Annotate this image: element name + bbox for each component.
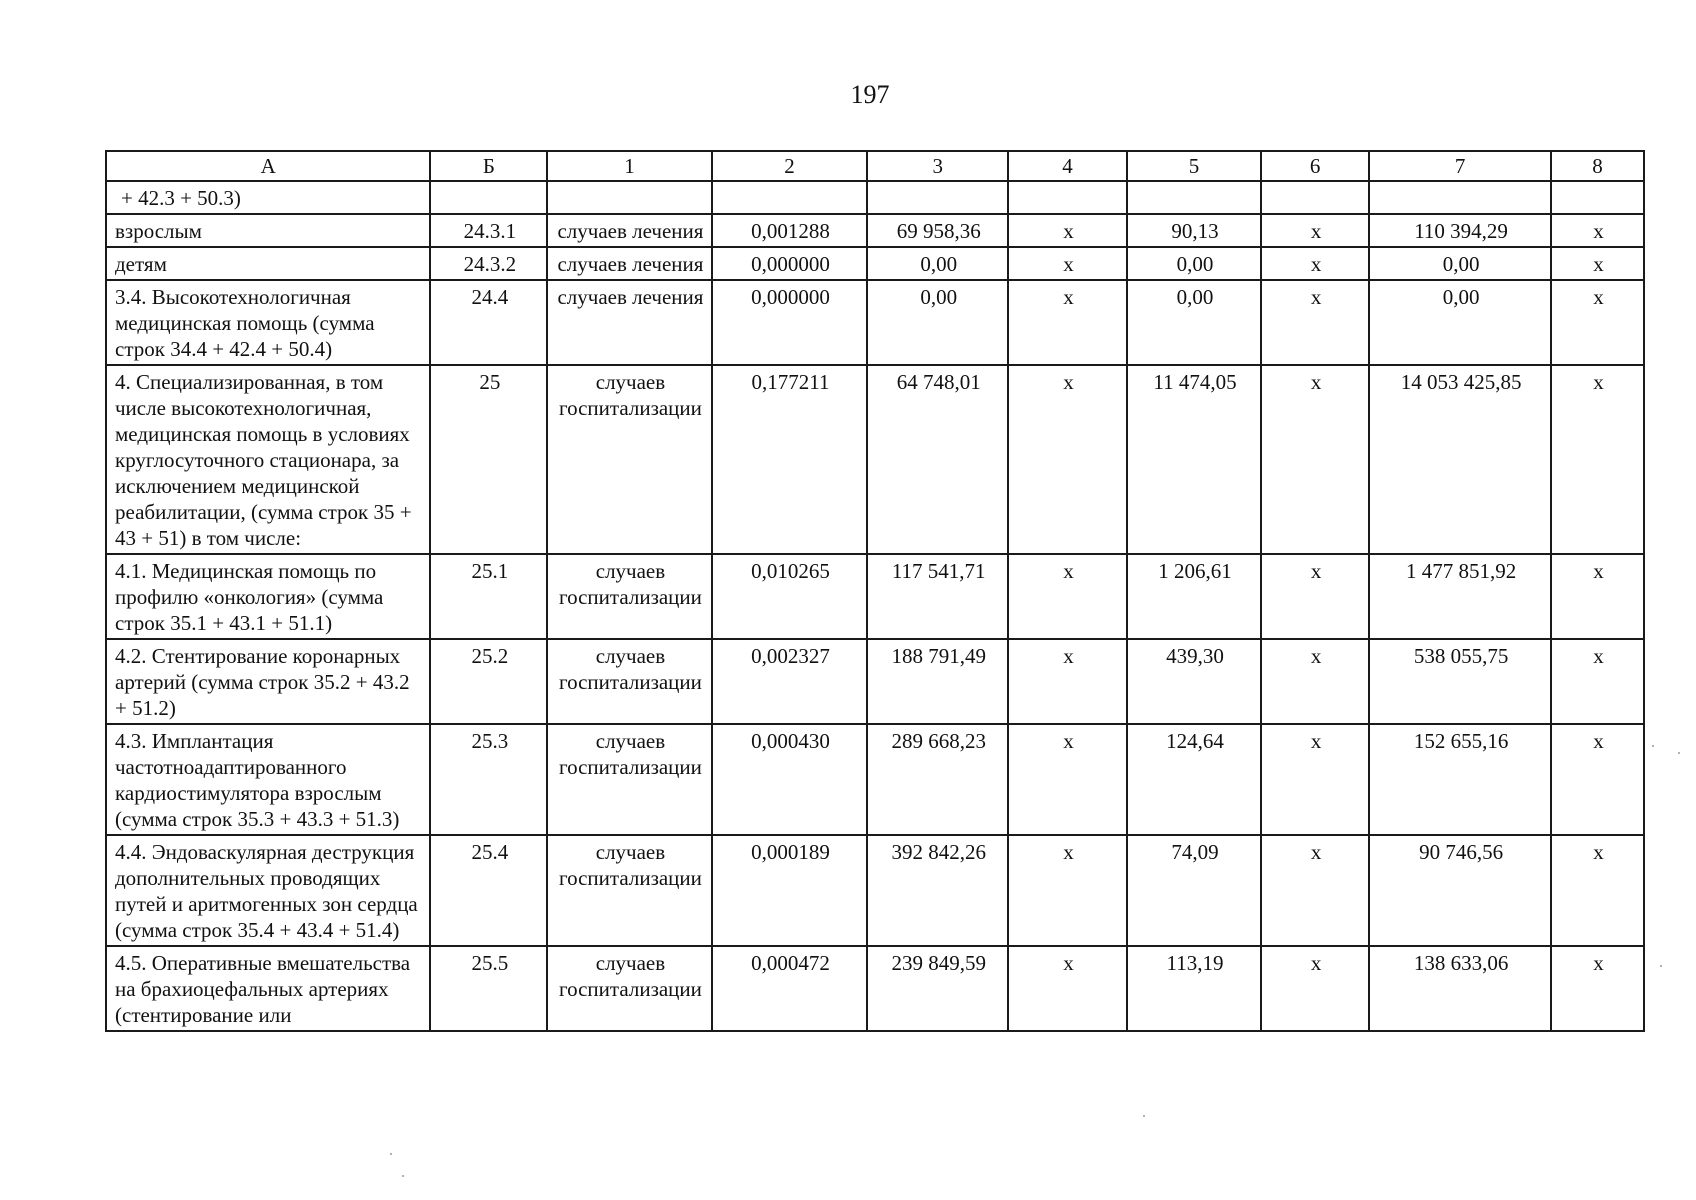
- col7-cell: 14 053 425,85: [1369, 365, 1551, 554]
- col3-cell: 69 958,36: [867, 214, 1008, 247]
- scan-speck: [1652, 745, 1654, 747]
- col7-cell: 0,00: [1369, 280, 1551, 365]
- col4-cell: х: [1008, 835, 1127, 946]
- col4-cell: х: [1008, 365, 1127, 554]
- col3-cell: 188 791,49: [867, 639, 1008, 724]
- row-code: 25.1: [430, 554, 547, 639]
- col6-cell: х: [1261, 554, 1369, 639]
- col8-cell: х: [1551, 835, 1644, 946]
- unit-cell: случаев госпитализации: [547, 946, 711, 1031]
- col2-cell: 0,002327: [712, 639, 868, 724]
- row-code: 25.4: [430, 835, 547, 946]
- table-row: [106, 639, 1644, 724]
- col5-cell: 0,00: [1127, 247, 1261, 280]
- col6-cell: х: [1261, 724, 1369, 835]
- row-code: 25.3: [430, 724, 547, 835]
- col2-cell: 0,010265: [712, 554, 868, 639]
- col8-cell: [1551, 181, 1644, 214]
- col4-cell: х: [1008, 280, 1127, 365]
- col3-cell: 239 849,59: [867, 946, 1008, 1031]
- data-table: [105, 150, 1645, 1032]
- col8-cell: х: [1551, 365, 1644, 554]
- row-label: 4.2. Стентирование коронарных артерий (сумма строк 35.2 + 43.2 + 51.2): [106, 639, 430, 724]
- col6-cell: х: [1261, 365, 1369, 554]
- header-cell-8: 8: [1551, 151, 1644, 181]
- col6-cell: х: [1261, 946, 1369, 1031]
- row-label: 4.1. Медицинская помощь по профилю «онкология» (сумма строк 35.1 + 43.1 + 51.1): [106, 554, 430, 639]
- header-cell-7: 7: [1369, 151, 1551, 181]
- table-row: [106, 724, 1644, 835]
- table-row: [106, 280, 1644, 365]
- row-code: 24.4: [430, 280, 547, 365]
- row-code: [430, 181, 547, 214]
- unit-cell: случаев госпитализации: [547, 639, 711, 724]
- col7-cell: 138 633,06: [1369, 946, 1551, 1031]
- unit-cell: случаев лечения: [547, 247, 711, 280]
- col4-cell: х: [1008, 247, 1127, 280]
- col8-cell: х: [1551, 214, 1644, 247]
- col3-cell: 64 748,01: [867, 365, 1008, 554]
- scan-speck: [402, 1175, 404, 1177]
- header-row: [106, 151, 1644, 181]
- row-label: 4.5. Оперативные вмешательства на брахиоцефальных артериях (стентирование или: [106, 946, 430, 1031]
- table-row: [106, 554, 1644, 639]
- unit-cell: случаев госпитализации: [547, 554, 711, 639]
- col6-cell: х: [1261, 835, 1369, 946]
- col7-cell: 0,00: [1369, 247, 1551, 280]
- col7-cell: 1 477 851,92: [1369, 554, 1551, 639]
- scan-speck: [1660, 965, 1662, 967]
- col2-cell: 0,000000: [712, 247, 868, 280]
- col4-cell: х: [1008, 214, 1127, 247]
- col4-cell: х: [1008, 946, 1127, 1031]
- col3-cell: [867, 181, 1008, 214]
- header-cell-a: А: [106, 151, 430, 181]
- col7-cell: 538 055,75: [1369, 639, 1551, 724]
- col3-cell: 0,00: [867, 280, 1008, 365]
- col5-cell: 0,00: [1127, 280, 1261, 365]
- row-label: детям: [106, 247, 430, 280]
- header-cell-1: 1: [547, 151, 711, 181]
- unit-cell: случаев госпитализации: [547, 835, 711, 946]
- header-cell-b: Б: [430, 151, 547, 181]
- col4-cell: [1008, 181, 1127, 214]
- unit-cell: случаев лечения: [547, 280, 711, 365]
- col2-cell: 0,000472: [712, 946, 868, 1031]
- scan-speck: [1143, 1115, 1145, 1117]
- col2-cell: 0,000430: [712, 724, 868, 835]
- col5-cell: 439,30: [1127, 639, 1261, 724]
- col8-cell: х: [1551, 554, 1644, 639]
- col4-cell: х: [1008, 554, 1127, 639]
- unit-cell: [547, 181, 711, 214]
- col4-cell: х: [1008, 724, 1127, 835]
- col3-cell: 289 668,23: [867, 724, 1008, 835]
- row-label: взрослым: [106, 214, 430, 247]
- table-row: [106, 946, 1644, 1031]
- header-cell-3: 3: [867, 151, 1008, 181]
- col7-cell: 90 746,56: [1369, 835, 1551, 946]
- col2-cell: 0,000000: [712, 280, 868, 365]
- col7-cell: 110 394,29: [1369, 214, 1551, 247]
- col3-cell: 392 842,26: [867, 835, 1008, 946]
- page-number: 197: [850, 80, 890, 109]
- unit-cell: случаев лечения: [547, 214, 711, 247]
- col5-cell: 11 474,05: [1127, 365, 1261, 554]
- col6-cell: [1261, 181, 1369, 214]
- col2-cell: [712, 181, 868, 214]
- row-code: 25.5: [430, 946, 547, 1031]
- row-code: 24.3.1: [430, 214, 547, 247]
- col6-cell: х: [1261, 280, 1369, 365]
- header-cell-5: 5: [1127, 151, 1261, 181]
- col5-cell: 74,09: [1127, 835, 1261, 946]
- col2-cell: 0,001288: [712, 214, 868, 247]
- row-label: 4.3. Имплантация частотноадаптированного кардиостимулятора взрослым (сумма строк 35.3 + 43.3 + 51.3): [106, 724, 430, 835]
- scan-speck: [1678, 752, 1680, 754]
- col2-cell: 0,177211: [712, 365, 868, 554]
- row-label: 3.4. Высокотехнологичная медицинская помощь (сумма строк 34.4 + 42.4 + 50.4): [106, 280, 430, 365]
- col5-cell: 1 206,61: [1127, 554, 1261, 639]
- table-row: [106, 835, 1644, 946]
- table-row: [106, 214, 1644, 247]
- col8-cell: х: [1551, 639, 1644, 724]
- col5-cell: [1127, 181, 1261, 214]
- col6-cell: х: [1261, 214, 1369, 247]
- col5-cell: 124,64: [1127, 724, 1261, 835]
- col7-cell: 152 655,16: [1369, 724, 1551, 835]
- header-cell-2: 2: [712, 151, 868, 181]
- unit-cell: случаев госпитализации: [547, 724, 711, 835]
- table-row: [106, 181, 1644, 214]
- table-row: [106, 247, 1644, 280]
- col5-cell: 113,19: [1127, 946, 1261, 1031]
- col3-cell: 117 541,71: [867, 554, 1008, 639]
- scan-speck: [390, 1153, 392, 1155]
- row-label: + 42.3 + 50.3): [106, 181, 430, 214]
- table-row: [106, 365, 1644, 554]
- unit-cell: случаев госпитализации: [547, 365, 711, 554]
- header-cell-4: 4: [1008, 151, 1127, 181]
- row-label: 4.4. Эндоваскулярная деструкция дополнительных проводящих путей и аритмогенных зон сердца (сумма строк 35.4 + 43.4 + 51.4): [106, 835, 430, 946]
- col4-cell: х: [1008, 639, 1127, 724]
- col3-cell: 0,00: [867, 247, 1008, 280]
- col8-cell: х: [1551, 280, 1644, 365]
- col2-cell: 0,000189: [712, 835, 868, 946]
- col5-cell: 90,13: [1127, 214, 1261, 247]
- col8-cell: х: [1551, 724, 1644, 835]
- col7-cell: [1369, 181, 1551, 214]
- col6-cell: х: [1261, 639, 1369, 724]
- row-code: 24.3.2: [430, 247, 547, 280]
- row-code: 25.2: [430, 639, 547, 724]
- row-label: 4. Специализированная, в том числе высокотехнологичная, медицинская помощь в условиях круглосуточного стационара, за исключением медицинской реабилитации, (сумма строк 35 + 43 + 51) в том числе:: [106, 365, 430, 554]
- col6-cell: х: [1261, 247, 1369, 280]
- col8-cell: х: [1551, 946, 1644, 1031]
- header-cell-6: 6: [1261, 151, 1369, 181]
- row-code: 25: [430, 365, 547, 554]
- col8-cell: х: [1551, 247, 1644, 280]
